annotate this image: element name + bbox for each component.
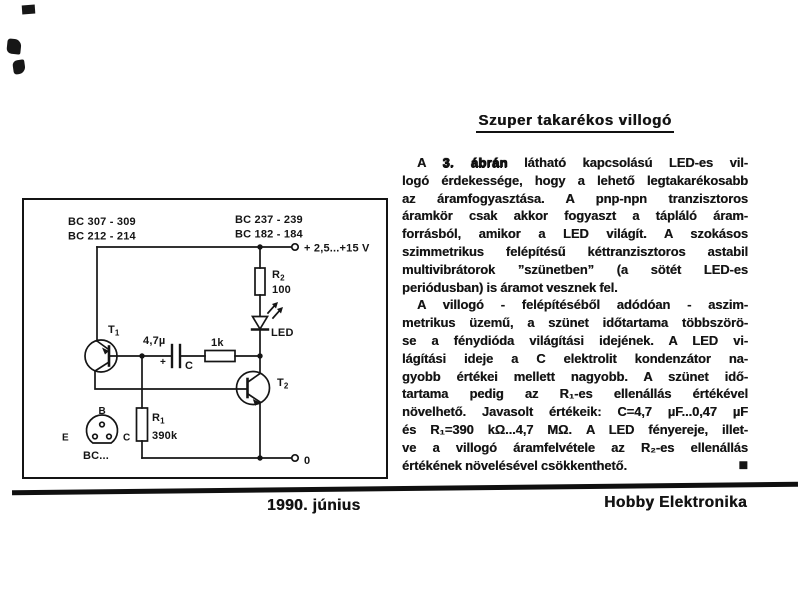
text-line: szimmetrikus felépítésű kéttranzisztoros astabil <box>402 243 748 259</box>
npn-types-label: BC 182 - 184 <box>235 228 303 241</box>
text-line: az áramfogyasztása. A pnp-npn tranzisztoros <box>402 190 748 206</box>
text-line: áramkör csak akkor fogyaszt a tápláló áram- <box>402 208 748 224</box>
pin-c <box>107 434 112 439</box>
pinout-c-label: C <box>123 432 131 444</box>
npn-types-label: BC 237 - 239 <box>235 214 303 226</box>
ground-label: 0 <box>304 455 311 467</box>
title-row <box>402 112 748 133</box>
t2-ref-label: $T_2$ <box>277 377 289 391</box>
text-segment: A <box>417 155 443 170</box>
cap-value-label: 4,7µ <box>143 335 166 347</box>
led-label: LED <box>271 327 294 339</box>
resistor-r2-symbol <box>255 268 265 295</box>
text-line: periódusban) is áramot vesznek fel. <box>402 279 618 295</box>
text-line: gyobb értékei mellett nagyobb. A szünet idő- <box>402 368 748 384</box>
pin-e <box>93 434 98 439</box>
to92-case-outline <box>87 415 118 443</box>
t2-collector-line <box>248 374 260 383</box>
ground-terminal <box>292 455 298 461</box>
figure-reference: 3. ábrán <box>442 155 508 170</box>
text-line: se a fénydióda világítási idejének. A LED vi- <box>402 332 748 348</box>
resistor-1k-symbol <box>205 351 235 362</box>
scan-artifact <box>12 59 26 75</box>
schematic-figure <box>22 198 388 479</box>
pnp-types-label: BC 307 - 309 <box>68 216 136 228</box>
scan-artifact <box>6 38 21 54</box>
supply-voltage-label: + 2,5...+15 V <box>304 242 370 255</box>
pin-b <box>100 422 105 427</box>
text-line: multivibrátorok ”szünetben” (a sötét LED-es <box>402 261 748 277</box>
article-column <box>402 112 748 474</box>
text-line: A villogó - felépítéséből adódóan - aszim- <box>417 297 748 313</box>
pinout-e-label: E <box>62 432 69 444</box>
series-resistor-value-label: 1k <box>211 337 224 349</box>
scan-artifact <box>22 5 36 15</box>
r2-ref-label: $R_2$ <box>272 269 285 283</box>
text-line <box>402 154 748 172</box>
text-line: növelhető. Javasolt értékeik: C=4,7 µF...0,47 µF <box>402 404 748 420</box>
t1-ref-label: $T_1$ <box>108 324 120 338</box>
text-segment: látható kapcsolású LED-es vil- <box>507 155 748 170</box>
text-line: lágítási ideje a C elektrolit kondenzátor na- <box>402 350 748 366</box>
led-symbol <box>253 317 268 330</box>
junction-dot <box>257 353 262 358</box>
text-line: metrikus üzemű, a szünet időtartama többszörö- <box>402 315 748 331</box>
resistor-r1-symbol <box>137 408 148 441</box>
junction-dot <box>257 244 262 249</box>
junctions-and-arrows <box>102 244 283 460</box>
cap-ref-label: C <box>185 360 194 372</box>
r1-value-label: 390k <box>152 430 178 442</box>
end-of-article-mark: ■ <box>738 456 748 474</box>
text-line: forrásból, amikor a LED világít. A szokásos <box>402 226 748 242</box>
article-title: Szuper takarékos villogó <box>476 112 674 133</box>
circuit-diagram <box>24 200 386 477</box>
text-segment: értékének növelésével csökkenthető. <box>402 457 627 473</box>
text-line <box>402 457 748 475</box>
supply-terminal <box>292 244 298 250</box>
r1-ref-label: $R_1$ <box>152 412 165 426</box>
cap-polarity-label: + <box>160 357 167 368</box>
text-line: tartama pedig az R₁-es ellenállás értékével <box>402 386 748 402</box>
footer-issue-date: 1990. június <box>267 497 361 514</box>
junction-dot <box>139 353 144 358</box>
wires <box>85 244 298 461</box>
article-body <box>402 154 748 474</box>
footer-magazine-name: Hobby Elektronika <box>604 494 747 511</box>
junction-dot <box>257 455 262 460</box>
text-line: és R₁=390 kΩ...4,7 MΩ. A LED fényereje, illet- <box>402 421 748 437</box>
pnp-types-label: BC 212 - 214 <box>68 230 136 243</box>
r2-value-label: 100 <box>272 284 291 296</box>
text-line: logó érdekessége, hogy a lehető legtakarékosabb <box>402 172 748 188</box>
pinout-caption: BC... <box>83 450 110 462</box>
schematic-labels <box>62 214 370 467</box>
pinout-b-label: B <box>98 406 106 417</box>
text-line: ve a villogó áramfelvétele az R₂-es ellenállás <box>402 439 748 455</box>
